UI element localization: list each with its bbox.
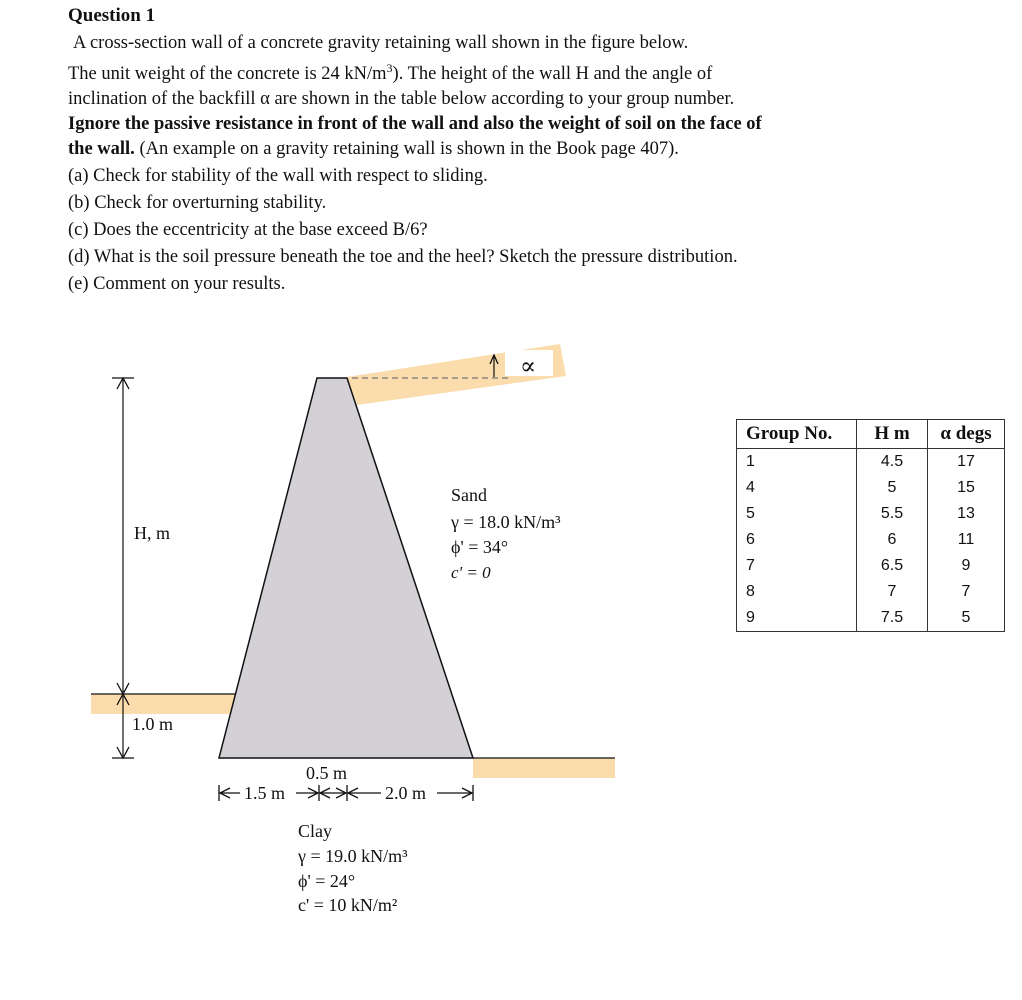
base-dim-right-label: 2.0 m	[385, 783, 427, 803]
question-line-3: inclination of the backfill α are shown in the table below according to your group number.	[68, 89, 735, 110]
table-row	[737, 475, 1005, 501]
question-item-e: (e) Comment on your results.	[68, 274, 286, 295]
question-item-b: (b) Check for overturning stability.	[68, 193, 327, 214]
table-cell: 5	[928, 605, 1005, 632]
table-cell: 5	[857, 475, 928, 501]
height-label: H, m	[134, 523, 170, 543]
alpha-symbol: ∝	[519, 354, 537, 380]
table-cell: 1	[737, 449, 857, 476]
table-header-row	[737, 420, 1005, 449]
question-line-2a: The unit weight of the concrete is 24 kN/m	[68, 64, 387, 85]
table-cell: 6	[737, 527, 857, 553]
depth-label: 1.0 m	[132, 714, 174, 734]
table-cell: 9	[737, 605, 857, 632]
sand-friction-angle: ϕ' = 34°	[451, 537, 509, 557]
table-cell: 15	[928, 475, 1005, 501]
sand-cohesion: c' = 0	[451, 563, 491, 582]
question-line-5-rest: (An example on a gravity retaining wall is shown in the Book page 407).	[134, 139, 679, 160]
table-cell: 6	[857, 527, 928, 553]
table-cell: 7	[737, 553, 857, 579]
table-row	[737, 579, 1005, 605]
table-cell: 13	[928, 501, 1005, 527]
table-row	[737, 605, 1005, 632]
heel-soil	[473, 758, 615, 778]
table-header: Group No.	[737, 420, 857, 449]
table-cell: 8	[737, 579, 857, 605]
table-row	[737, 527, 1005, 553]
question-item-c: (c) Does the eccentricity at the base exceed B/6?	[68, 220, 428, 241]
question-bold-line-1: Ignore the passive resistance in front of the wall and also the weight of soil on the face of	[68, 114, 762, 135]
table-row	[737, 501, 1005, 527]
table-header: α degs	[928, 420, 1005, 449]
question-line-2b: ). The height of the wall H and the angle of	[392, 64, 713, 85]
question-item-a: (a) Check for stability of the wall with respect to sliding.	[68, 166, 488, 187]
base-dim-left-label: 1.5 m	[244, 783, 286, 803]
question-bold-line-2: the wall.	[68, 139, 135, 160]
table-cell: 7.5	[857, 605, 928, 632]
sand-unit-weight: γ = 18.0 kN/m³	[451, 512, 561, 532]
question-item-d: (d) What is the soil pressure beneath the toe and the heel? Sketch the pressure distribution.	[68, 247, 738, 268]
table-header: H m	[857, 420, 928, 449]
sand-label: Sand	[451, 485, 487, 505]
table-row	[737, 553, 1005, 579]
table-cell: 9	[928, 553, 1005, 579]
front-soil	[91, 694, 239, 714]
table-row	[737, 449, 1005, 476]
table-cell: 5.5	[857, 501, 928, 527]
table-cell: 5	[737, 501, 857, 527]
clay-friction-angle: ϕ' = 24°	[298, 871, 356, 891]
clay-unit-weight: γ = 19.0 kN/m³	[298, 846, 408, 866]
table-cell: 4	[737, 475, 857, 501]
question-line-1: A cross-section wall of a concrete gravity retaining wall shown in the figure below.	[73, 33, 689, 53]
table-cell: 17	[928, 449, 1005, 476]
table-cell: 7	[857, 579, 928, 605]
clay-cohesion: c' = 10 kN/m²	[298, 895, 398, 915]
table-cell: 4.5	[857, 449, 928, 476]
superscript: 3	[386, 61, 393, 75]
clay-label: Clay	[298, 821, 332, 841]
question-title: Question 1	[68, 5, 156, 26]
table-cell: 11	[928, 527, 1005, 553]
table-cell: 7	[928, 579, 1005, 605]
concrete-wall	[219, 378, 473, 758]
table-cell: 6.5	[857, 553, 928, 579]
group-table	[736, 419, 1005, 632]
top-width-label: 0.5 m	[306, 763, 348, 783]
